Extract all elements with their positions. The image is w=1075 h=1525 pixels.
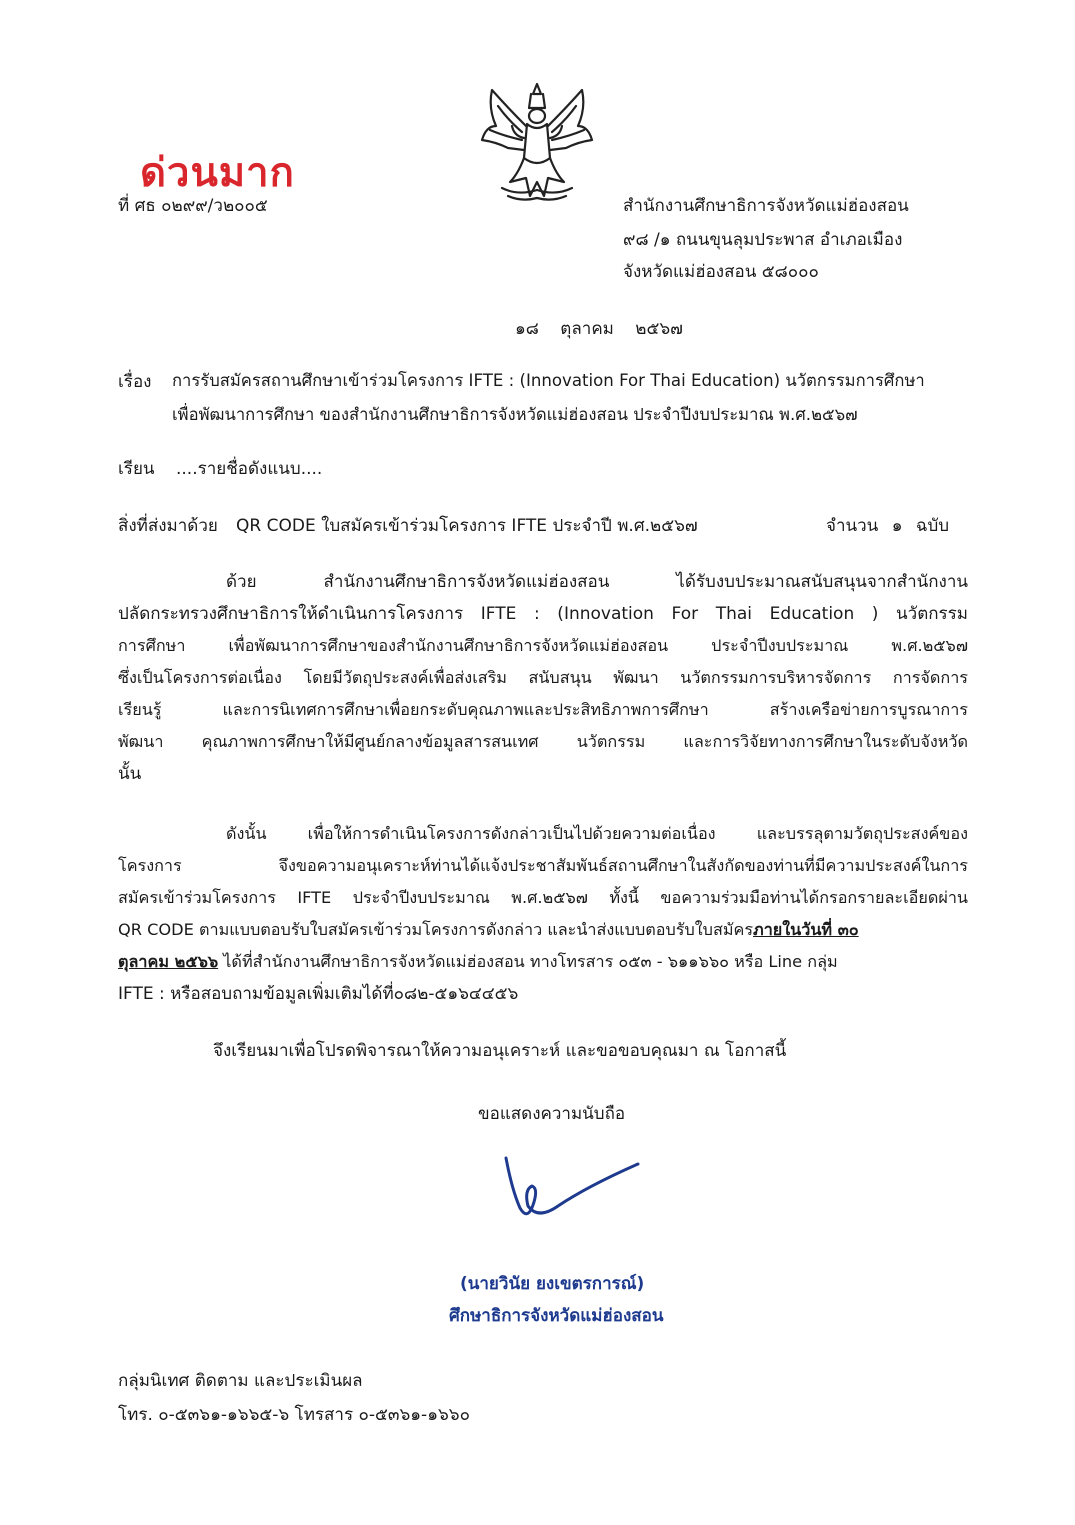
enclosure-quantity: จำนวน ๑ ฉบับ xyxy=(826,516,950,536)
paragraph-2-text: QR CODE ตามแบบตอบรับใบสมัครเข้าร่วมโครงการดังกล่าว และนำส่งแบบตอบรับใบสมัคร xyxy=(118,920,754,939)
footer-department: กลุ่มนิเทศ ติดตาม และประเมินผล xyxy=(118,1371,363,1391)
body-paragraph-1 xyxy=(118,566,968,790)
subject-label: เรื่อง xyxy=(118,372,152,392)
handwritten-signature xyxy=(498,1150,648,1225)
deadline-highlight: ภายในวันที่ ๓๐ xyxy=(753,920,859,939)
garuda-emblem-icon xyxy=(478,78,596,208)
reference-number: ที่ ศธ ๐๒๙๙/ว๒๐๐๕ xyxy=(118,196,268,216)
closing-sentence: จึงเรียนมาเพื่อโปรดพิจารณาให้ความอนุเคราะห์ และขอขอบคุณมา ณ โอกาสนี้ xyxy=(213,1041,787,1061)
paragraph-2-line: โครงการ จึงขอความอนุเคราะห์ท่านได้แจ้งประชาสัมพันธ์สถานศึกษาในสังกัดของท่านที่มีความประสงค์ในการ xyxy=(118,856,968,875)
recipient-value: ....รายชื่อดังแนบ.... xyxy=(176,459,323,479)
signer-name: (นายวินัย ยงเขตรการณ์) xyxy=(460,1274,645,1294)
subject-line-1: การรับสมัครสถานศึกษาเข้าร่วมโครงการ IFTE : (Innovation For Thai Education) นวัตกรรมการศึกษา xyxy=(172,371,925,390)
office-name: สำนักงานศึกษาธิการจังหวัดแม่ฮ่องสอน xyxy=(623,196,909,216)
paragraph-2-line xyxy=(118,914,968,946)
deadline-highlight: ตุลาคม ๒๕๖๖ xyxy=(118,952,219,971)
paragraph-2-line: ดังนั้น เพื่อให้การดำเนินโครงการดังกล่าวเป็นไปด้วยความต่อเนื่อง และบรรลุตามวัตถุประสงค์ของ xyxy=(226,824,968,843)
paragraph-2-line xyxy=(118,946,968,978)
enclosure-value: QR CODE ใบสมัครเข้าร่วมโครงการ IFTE ประจำปี พ.ศ.๒๕๖๗ xyxy=(236,516,698,536)
subject-line-2: เพื่อพัฒนาการศึกษา ของสำนักงานศึกษาธิการจังหวัดแม่ฮ่องสอน ประจำปีงบประมาณ พ.ศ.๒๕๖๗ xyxy=(172,405,858,424)
paragraph-1-line: เรียนรู้ และการนิเทศการศึกษาเพื่อยกระดับคุณภาพและประสิทธิภาพการศึกษา สร้างเครือข่ายการบูรณาการ xyxy=(118,700,968,719)
paragraph-1-line: นั้น xyxy=(118,764,142,784)
office-address: ๙๘ /๑ ถนนขุนลุมประพาส อำเภอเมือง xyxy=(623,230,903,250)
enclosure-label: สิ่งที่ส่งมาด้วย xyxy=(118,516,218,536)
paragraph-2-line: IFTE : หรือสอบถามข้อมูลเพิ่มเติมได้ที่๐๘๒-๕๑๖๔๔๕๖ xyxy=(118,984,519,1004)
recipient-label: เรียน xyxy=(118,459,155,479)
regards: ขอแสดงความนับถือ xyxy=(478,1104,626,1124)
paragraph-2-text: ได้ที่สำนักงานศึกษาธิการจังหวัดแม่ฮ่องสอน ทางโทรสาร ๐๕๓ - ๖๑๑๖๖๐ หรือ Line กลุ่ม xyxy=(218,952,838,971)
paragraph-1-line: พัฒนา คุณภาพการศึกษาให้มีศูนย์กลางข้อมูลสารสนเทศ นวัตกรรม และการวิจัยทางการศึกษาในระดับจังหวัด xyxy=(118,732,968,751)
paragraph-1-line: ซึ่งเป็นโครงการต่อเนื่อง โดยมีวัตถุประสงค์เพื่อส่งเสริม สนับสนุน พัฒนา นวัตกรรมการบริหารจัดการ การจัดการ xyxy=(118,668,968,687)
letter-date: ๑๘ ตุลาคม ๒๕๖๗ xyxy=(515,319,683,339)
urgency-stamp: ด่วนมาก xyxy=(140,149,295,196)
body-paragraph-2 xyxy=(118,818,968,1010)
paragraph-1-line: ด้วย สำนักงานศึกษาธิการจังหวัดแม่ฮ่องสอน ได้รับงบประมาณสนับสนุนจากสำนักงาน xyxy=(226,572,968,592)
signer-position: ศึกษาธิการจังหวัดแม่ฮ่องสอน xyxy=(449,1306,664,1326)
paragraph-2-line: สมัครเข้าร่วมโครงการ IFTE ประจำปีงบประมาณ พ.ศ.๒๕๖๗ ทั้งนี้ ขอความร่วมมือท่านได้กรอกรายละเอียดผ่าน xyxy=(118,888,968,907)
paragraph-1-line: ปลัดกระทรวงศึกษาธิการให้ดำเนินการโครงการ IFTE : (Innovation For Thai Education ) นวัตกรรม xyxy=(118,604,968,624)
paragraph-1-line: การศึกษา เพื่อพัฒนาการศึกษาของสำนักงานศึกษาธิการจังหวัดแม่ฮ่องสอน ประจำปีงบประมาณ พ.ศ.๒๕๖๗ xyxy=(118,636,968,655)
office-province: จังหวัดแม่ฮ่องสอน ๕๘๐๐๐ xyxy=(623,262,819,282)
footer-contact: โทร. ๐-๕๓๖๑-๑๖๖๕-๖ โทรสาร ๐-๕๓๖๑-๑๖๖๐ xyxy=(118,1405,470,1425)
